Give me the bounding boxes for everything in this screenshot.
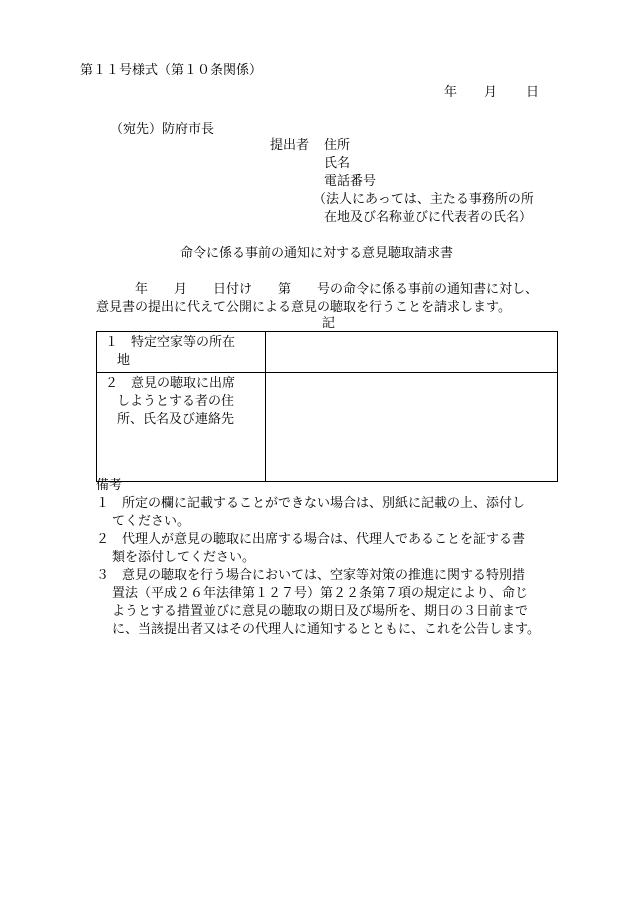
- form-number: 第１１号様式（第１０条関係）: [80, 63, 263, 78]
- date-month-label: 月: [484, 85, 498, 100]
- table-label-line: しようとする者の住: [117, 394, 235, 409]
- remark-line: ようとする措置並びに意見の聴取の期日及び場所を、期日の３日前まで: [112, 604, 529, 619]
- table-label-line: 地: [117, 353, 131, 368]
- body-line-1: 年 月 日付け 第 号の命令に係る事前の通知書に対し、: [96, 282, 539, 297]
- location-value-field[interactable]: [266, 332, 558, 373]
- remark-item-2: [96, 531, 525, 567]
- remark-item-3: [96, 567, 540, 639]
- request-details-table: [96, 331, 558, 482]
- date-year-label: 年: [444, 85, 458, 100]
- document-title: 命令に係る事前の通知に対する意見聴取請求書: [180, 246, 454, 261]
- table-row: [97, 332, 558, 373]
- remark-item-1: [96, 495, 525, 531]
- corporate-note-line1: （法人にあっては、主たる事務所の所: [313, 192, 534, 207]
- remark-line: １ 所定の欄に記載することができない場合は、別紙に記載の上、添付し: [96, 496, 526, 511]
- table-label-line: １ 特定空家等の所在: [105, 335, 236, 350]
- phone-label: 電話番号: [324, 174, 377, 189]
- attendee-label-cell: [97, 373, 266, 482]
- remark-line: ３ 意見の聴取を行う場合においては、空家等対策の推進に関する特別措: [96, 568, 526, 583]
- date-day-label: 日: [526, 85, 540, 100]
- remark-line: ２ 代理人が意見の聴取に出席する場合は、代理人であることを証する書: [96, 532, 526, 547]
- submitter-label: 提出者: [270, 138, 310, 153]
- address-label: 住所: [324, 138, 351, 153]
- remark-line: 置法（平成２６年法律第１２７号）第２２条第７項の規定により、命じ: [112, 586, 529, 601]
- ki-heading: 記: [322, 316, 336, 331]
- table-label-line: 所、氏名及び連絡先: [117, 412, 235, 427]
- corporate-note-line2: 在地及び名称並びに代表者の氏名）: [324, 210, 533, 225]
- attendee-value-field[interactable]: [266, 373, 558, 482]
- remark-line: 類を添付してください。: [112, 550, 256, 565]
- remark-line: てください。: [112, 514, 191, 529]
- name-label: 氏名: [324, 156, 351, 171]
- remarks-heading: 備考: [96, 478, 123, 493]
- location-label-cell: [97, 332, 266, 373]
- addressee: （宛先）防府市長: [110, 122, 215, 137]
- table-row: [97, 373, 558, 482]
- body-line-2: 意見書の提出に代えて公開による意見の聴取を行うことを請求します。: [96, 300, 511, 315]
- table-label-line: ２ 意見の聴取に出席: [105, 376, 236, 391]
- remark-line: に、当該提出者又はその代理人に通知するとともに、これを公告します。: [112, 622, 540, 637]
